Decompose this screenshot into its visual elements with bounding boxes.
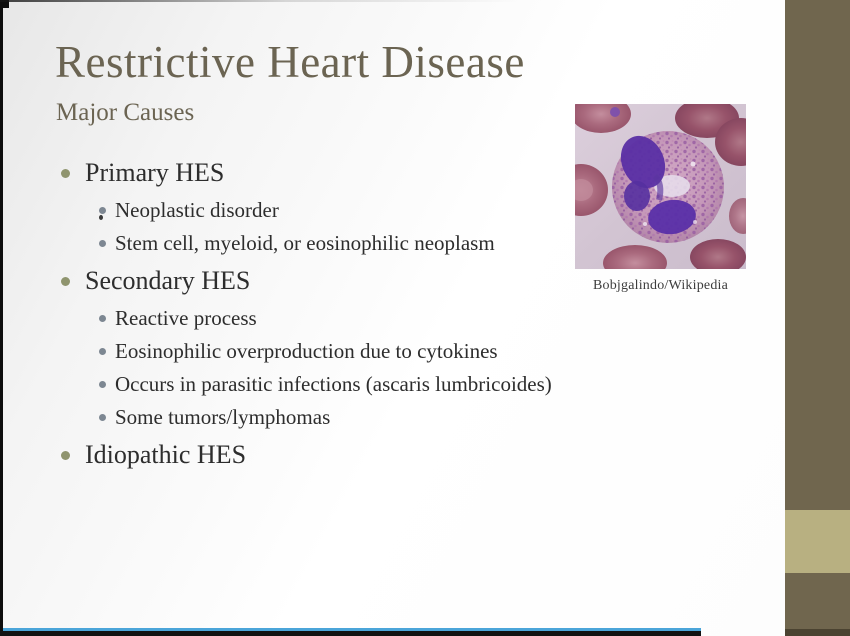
frame-top-edge xyxy=(0,0,520,2)
bullet-label: Occurs in parasitic infections (ascaris lumbricoides) xyxy=(115,372,552,396)
frame-left-edge xyxy=(0,0,3,636)
eosinophil-figure xyxy=(575,104,746,294)
bullet-reactive-process xyxy=(55,302,635,335)
video-progress-shadow xyxy=(0,631,701,636)
bullet-parasitic-infections xyxy=(55,368,635,401)
bullet-eosinophilic-overproduction xyxy=(55,335,635,368)
bullet-tumors-lymphomas xyxy=(55,401,635,434)
cursor-artifact-dot xyxy=(99,215,103,220)
bullet-label: Some tumors/lymphomas xyxy=(115,405,331,429)
bullet-dot-icon xyxy=(99,414,106,421)
bullet-dot-icon xyxy=(99,348,106,355)
bullet-label: Primary HES xyxy=(85,158,225,187)
slide-title: Restrictive Heart Disease xyxy=(55,37,525,87)
accent-band-shade xyxy=(785,629,850,636)
bullet-dot-icon xyxy=(99,207,106,214)
accent-band xyxy=(785,0,850,636)
figure-credit-caption: Bobjgalindo/Wikipedia xyxy=(592,278,729,293)
video-progress-bar[interactable] xyxy=(0,628,785,636)
bullet-dot-icon xyxy=(61,277,70,286)
bullet-dot-icon xyxy=(99,240,106,247)
bullet-primary-hes xyxy=(55,155,635,191)
bullet-label: Secondary HES xyxy=(85,266,251,295)
bullet-idiopathic-hes xyxy=(55,437,635,473)
slide-subtitle: Major Causes xyxy=(56,99,195,126)
eosinophil-micrograph-image xyxy=(575,104,746,269)
bullet-label: Reactive process xyxy=(115,306,257,330)
bullet-dot-icon xyxy=(61,451,70,460)
bullet-stem-cell-neoplasm xyxy=(55,227,635,260)
bullet-label: Stem cell, myeloid, or eosinophilic neoplasm xyxy=(115,231,495,255)
bullet-list xyxy=(55,152,635,476)
bullet-dot-icon xyxy=(61,169,70,178)
accent-band-square xyxy=(785,510,850,573)
bullet-label: Idiopathic HES xyxy=(85,440,247,469)
bullet-dot-icon xyxy=(99,381,106,388)
bullet-label: Neoplastic disorder xyxy=(115,198,279,222)
bullet-dot-icon xyxy=(99,315,106,322)
bullet-label: Eosinophilic overproduction due to cytokines xyxy=(115,339,498,363)
bullet-neoplastic-disorder xyxy=(55,194,635,227)
bullet-secondary-hes xyxy=(55,263,635,299)
